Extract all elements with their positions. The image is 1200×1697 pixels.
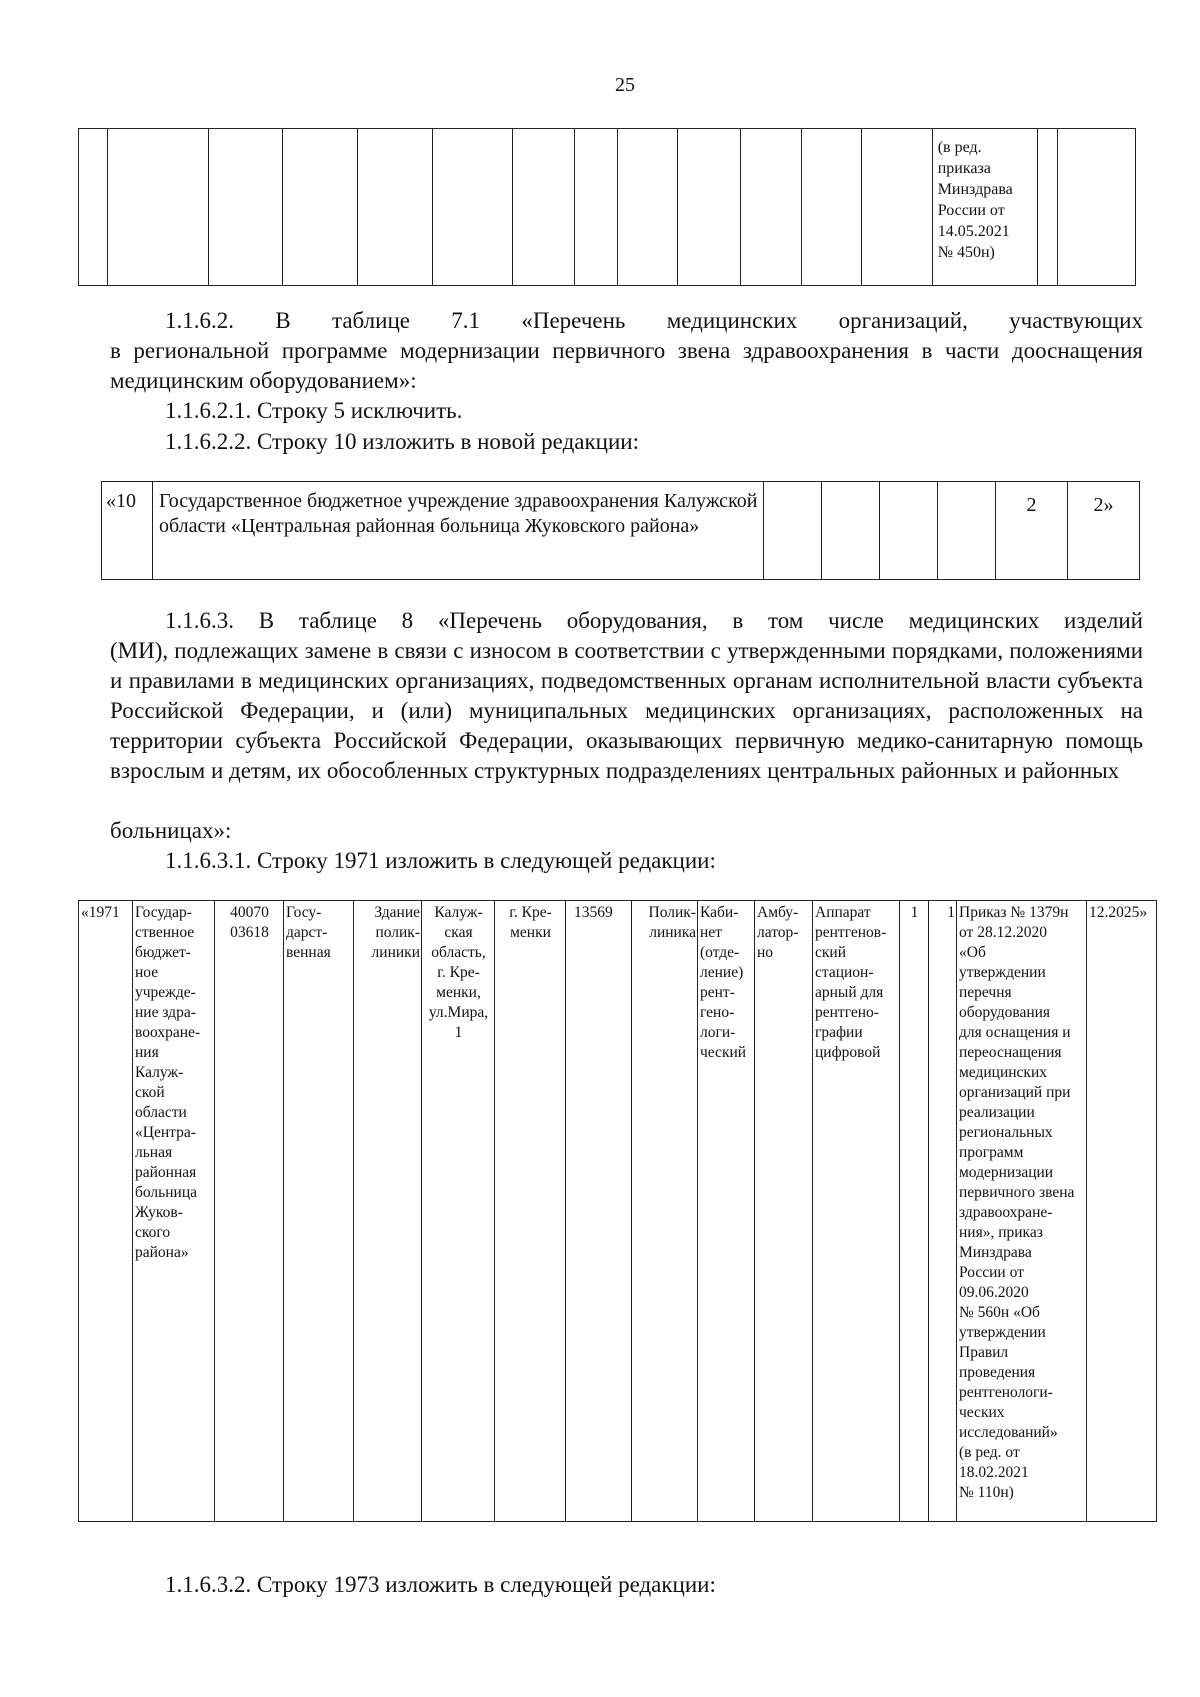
section-1-1-6-3-2: 1.1.6.3.2. Строку 1973 изложить в следующей редакции: [165, 1572, 716, 1597]
row-number: «10 [102, 482, 153, 580]
section-1-1-6-2-1: 1.1.6.2.1. Строку 5 исключить. [165, 398, 463, 423]
section-1-1-6-2-body: в региональной программе модернизации первичного звена здравоохранения в части дооснащения медицинским оборудованием»: [110, 338, 1143, 393]
organization-name: Государ- ственное бюджет- ное учрежде- ние здра- воохране- ния Калуж- ской области «Центра- льная районная больница Жуков- ского района» [133, 901, 215, 1522]
care-type: Амбу- латор- но [755, 901, 813, 1522]
section-1-1-6-3-last-line: больницах»: [110, 818, 232, 843]
due-date: 12.2025» [1087, 901, 1157, 1522]
address: Калуж- ская область, г. Кре- менки, ул.Мира, 1 [422, 901, 495, 1522]
row-number: «1971 [79, 901, 133, 1522]
locality: г. Кре- менки [495, 901, 566, 1522]
building-type: Здание полик- линики [354, 901, 422, 1522]
continuation-table [78, 128, 1136, 286]
section-1-1-6-3-1: 1.1.6.3.1. Строку 1971 изложить в следующей редакции: [165, 848, 716, 873]
section-1-1-6-3-heading: 1.1.6.3. В таблице 8 «Перечень оборудования, в том числе медицинских изделий [165, 608, 1143, 633]
page-number: 25 [615, 74, 635, 96]
value-cell: 2 [996, 482, 1068, 580]
organization-code: 40070 03618 [215, 901, 284, 1522]
quantity-cell: 1 [929, 901, 957, 1522]
table-row [79, 901, 1157, 1522]
unit-type: Полик- линика [632, 901, 698, 1522]
section-1-1-6-3-body: (МИ), подлежащих замене в связи с износом в соответствии с утвержденными порядками, положениями и правилами в медицинских организациях, подведомственных органам исполнительной власти субъекта Российской Федерации, и (или) муниципальных медицинских организациях, расположенных на территории субъекта Российской Федерации, оказывающих первичную медико-санитарную помощь взрослым и детям, их обособленных структурных подразделениях центральных районных и районных [110, 638, 1143, 783]
table-row [79, 129, 1136, 286]
table-row [102, 482, 1140, 580]
value-cell: 2» [1068, 482, 1140, 580]
edition-note: (в ред. приказа Минздрава России от 14.05.2021 № 450н) [932, 129, 1037, 286]
row-1971-table [78, 900, 1157, 1522]
organization-name: Государственное бюджетное учреждение здравоохранения Калужской области «Центральная районная больница Жуковского района» [153, 482, 764, 580]
ownership-form: Госу- дарст- венная [284, 901, 354, 1522]
department: Каби- нет (отде- ление) рент- гено- логи- ческий [698, 901, 755, 1522]
section-1-1-6-2-heading: 1.1.6.2. В таблице 7.1 «Перечень медицинских организаций, участвующих [165, 308, 1143, 333]
equipment-name: Аппарат рентгенов- ский стацион- арный для рентгено- графии цифровой [813, 901, 900, 1522]
row-10-table [101, 481, 1140, 580]
section-1-1-6-2-2: 1.1.6.2.2. Строку 10 изложить в новой редакции: [165, 429, 639, 454]
legal-basis: Приказ № 1379н от 28.12.2020 «Об утверждении перечня оборудования для оснащения и переоснащения медицинских организаций при реализации региональных программ модернизации первичного звена здравоохране- ния», приказ Минздрава России от 09.06.2020 № 560н «Об утверждении Правил проведения рентгенологи- ческих исследований» (в ред. от 18.02.2021 № 110н) [957, 901, 1087, 1522]
quantity-cell: 1 [900, 901, 929, 1522]
oktmo-code: 13569 [566, 901, 632, 1522]
